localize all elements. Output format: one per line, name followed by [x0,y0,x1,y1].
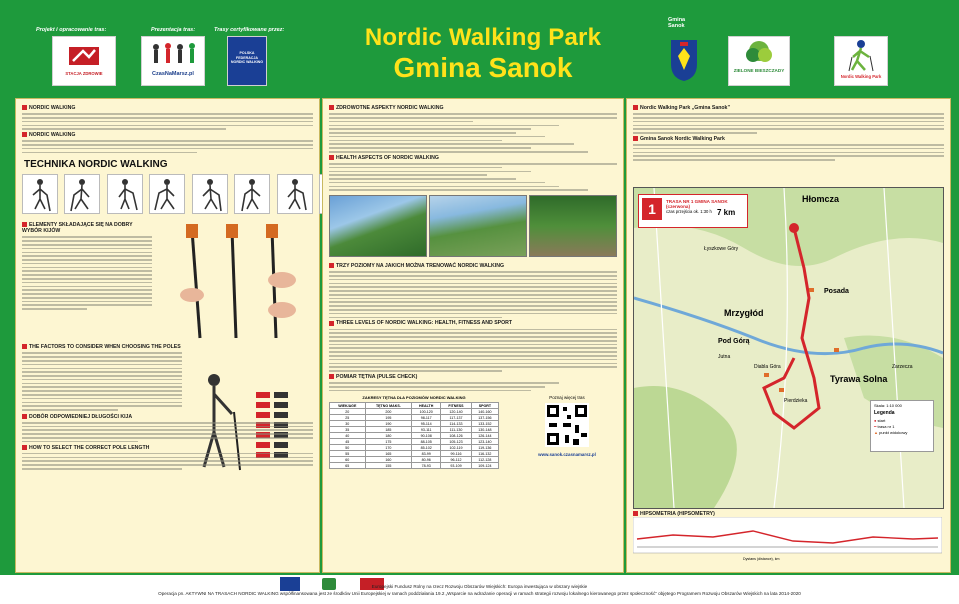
photo-park [429,195,527,257]
pulse-table-cell: 111-130 [441,427,472,433]
pulse-table-cell: 117-137 [441,415,472,421]
tree-icon [729,37,789,67]
heading-health: HEALTH ASPECTS OF NORDIC WALKING [329,155,617,161]
logo1-label: STACJA ZDROWIE [65,71,103,76]
pulse-table-cell: 95-114 [412,421,441,427]
pulse-table-cell: 60 [330,457,366,463]
text-block-health [329,163,617,191]
pulse-table-cell: 109-124 [471,463,498,469]
text-block-park-en [633,144,944,161]
pulse-table-cell: 105-123 [441,439,472,445]
pulse-table-cell: 200 [365,409,412,415]
bullet-square-icon [329,105,334,110]
pulse-table-cell: 170 [365,445,412,451]
bullet-square-icon [633,511,638,516]
logo3-label: POLSKA FEDERACJA NORDIC WALKING [230,51,264,65]
pulse-table-cell: 155 [365,463,412,469]
pulse-section [329,395,617,475]
logo-stacja-zdrowie [52,36,116,86]
technique-figures [22,174,313,214]
pulse-table-cell: 185 [365,427,412,433]
photo-strip [329,195,617,257]
gmina-label: Gmina Sanok [668,17,686,29]
footer-eu-line: Europejski Fundusz Rolny na rzecz Rozwoju Obszarów Wiejskich: Europa inwestująca w obszary wiejskie [371,584,588,589]
text-block-factors [22,352,182,410]
bullet-square-icon [22,344,27,349]
page-title-line1: Nordic Walking Park [364,24,602,51]
pulse-table-cell: 98-117 [412,415,441,421]
technique-figure-6 [234,174,270,214]
pulse-table-cell: 25 [330,415,366,421]
header [8,0,951,94]
text-block-three [329,329,617,372]
technique-figure-3 [107,174,143,214]
pulse-table-cell: 165 [365,451,412,457]
pulse-table-cell: 35 [330,427,366,433]
technique-figure-7 [277,174,313,214]
trail-map[interactable] [633,187,944,509]
hypsometry-chart [633,517,942,559]
caption-certified: Trasy certyfikowane przez: [214,27,285,33]
text-block-dobor [22,422,313,443]
bullet-square-icon [22,414,27,419]
pulse-table-cell: 190 [365,421,412,427]
pulse-table-cell: 102-119 [441,445,472,451]
heading-park-en: Gmina Sanok Nordic Walking Park [633,136,944,142]
heading-technika: TECHNIKA NORDIC WALKING [24,159,168,171]
column-health [322,98,624,573]
place-label: Posada [824,288,849,295]
page-title-line2: Gmina Sanok [393,52,573,83]
heading-nordic-walking-en: NORDIC WALKING [22,132,313,138]
heading-trzy: TRZY POZIOMY NA JAKICH MOŻNA TRENOWAĆ NORDIC WALKING [329,263,617,269]
column-technique [15,98,320,573]
place-label: Łyszkowe Góry [704,246,739,252]
pulse-table-cell: 137-156 [471,415,498,421]
legend-title: Legenda [874,410,895,416]
nordic-walker-icon [835,37,887,73]
bullet-square-icon [22,445,27,450]
bullet-square-icon [329,374,334,379]
qr-block [519,395,615,457]
technique-figure-1 [22,174,58,214]
technique-figure-2 [64,174,100,214]
poles-illustration [172,220,312,340]
pulse-table-cell: 108-126 [441,433,472,439]
bullet-square-icon [22,222,27,227]
hipso-axis-label: Dystans (distance), km [743,557,780,561]
pulse-table-cell: 160 [365,457,412,463]
text-block-zdrowotne [329,113,617,152]
pulse-table-cell: 133-152 [471,421,498,427]
pulse-table-title: ZAKRESY TĘTNA DLA POZIOMÓW NORDIC WALKING [362,395,466,401]
text-block-park [633,113,944,134]
route-card [638,194,748,228]
logo-pfnw [227,36,267,86]
caption-project: Projekt i opracowanie tras: [36,27,107,33]
technique-figure-4 [149,174,185,214]
photo-forest [529,195,617,257]
pulse-table-cell: 126-144 [471,433,498,439]
pulse-table-cell: 80-96 [412,457,441,463]
heading-nordic-walking: NORDIC WALKING [22,105,313,111]
logo-nw-park [834,36,888,86]
pulse-table-cell: 93-109 [441,463,472,469]
logo-zielone-label: ZIELONE BIESZCZADY [733,68,785,73]
legend-item: ▲ punkt widokowy [874,430,908,435]
place-label: Hłomcza [802,194,840,204]
bullet-square-icon [633,105,638,110]
heading-three: THREE LEVELS OF NORDIC WALKING: HEALTH, FITNESS AND SPORT [329,320,617,326]
bullet-square-icon [329,321,334,326]
heading-select: HOW TO SELECT THE CORRECT POLE LENGTH [22,445,313,451]
heading-pomiar: POMIAR TĘTNA (PULSE CHECK) [329,374,617,380]
place-label: Pod Górą [718,338,750,345]
route-name: TRASA NR 1 GMINA SANOK (czerwona) [666,199,728,209]
bullet-square-icon [633,136,638,141]
pulse-table-cell: 93-111 [412,427,441,433]
technique-figure-5 [192,174,228,214]
pulse-table-cell: 99-116 [441,451,472,457]
pulse-table-cell: 195 [365,415,412,421]
pulse-table-cell: 83-99 [412,451,441,457]
pulse-table-cell: 65 [330,463,366,469]
place-label: Mrzygłód [724,308,764,318]
text-block-elementy [22,236,152,309]
legend-item: ● start [874,418,886,423]
pulse-table-cell: 100-120 [412,409,441,415]
pulse-table-cell: 123-140 [471,439,498,445]
pole-icon [186,224,278,338]
pulse-table-header-cell: WIEK/AGE [330,403,366,409]
logo-czasnamarsz [141,36,205,86]
logo-zielone-bieszczady [728,36,790,86]
poznaj-label: Poznaj więcej tras [549,395,585,401]
place-label: Pierdzieka [784,398,808,404]
map-scale: Skala: 1:10 000 [874,403,902,408]
pulse-table-cell: 130-148 [471,427,498,433]
heading-elementy: ELEMENTY SKŁADAJĄCE SIĘ NA DOBRY WYBÓR KIJÓW [22,222,133,235]
pulse-table-cell: 96-112 [441,457,472,463]
pulse-table [329,402,499,469]
legend-start-icon: ● [874,418,877,423]
text-block-select [22,453,313,470]
heading-factors: THE FACTORS TO CONSIDER WHEN CHOOSING THE POLES [22,344,313,350]
map-legend [870,400,934,452]
caption-presentation: Prezentacja tras: [151,27,196,33]
hypsometry-block [633,511,942,567]
pulse-table-cell: 114-133 [441,421,472,427]
bullet-square-icon [329,263,334,268]
pulse-table-cell: 40 [330,433,366,439]
start-marker-icon [789,223,799,233]
pulse-table-cell: 119-136 [471,445,498,451]
bullet-square-icon [22,132,27,137]
pulse-table-cell: 30 [330,421,366,427]
text-block-pomiar [329,382,617,391]
qr-code-icon[interactable] [545,403,589,447]
logo-nwpark-label: Nordic Walking Park [840,74,882,79]
pulse-table-row [330,463,499,469]
place-label: Diabla Góra [754,364,781,370]
pulse-table-header-cell: TĘTNO MAKS. [365,403,412,409]
place-label: Zarzecza [892,364,913,370]
heading-zdrowotne: ZDROWOTNE ASPEKTY NORDIC WALKING [329,105,617,111]
pulse-table-cell: 85-102 [412,445,441,451]
pulse-table-cell: 55 [330,451,366,457]
pulse-table-cell: 175 [365,439,412,445]
heading-dobor: DOBÓR ODPOWIEDNIEJ DŁUGOŚCI KIJA [22,414,313,420]
stacja-zdrowie-icon [53,37,115,85]
legend-item: ━ trasa nr 1 [874,424,895,429]
map-drawing [634,188,943,508]
pulse-table-cell: 90-108 [412,433,441,439]
website-link[interactable]: www.sanok.czasnamarsz.pl [538,452,596,458]
coat-of-arms [669,36,699,82]
text-block-trzy [329,271,617,318]
pulse-table-cell: 116-132 [471,451,498,457]
route-time: czas przejścia ok. 1:30 h [666,209,712,214]
bullet-square-icon [329,155,334,160]
pulse-table-cell: 78-93 [412,463,441,469]
pulse-table-cell: 20 [330,409,366,415]
heading-hipso: HIPSOMETRIA (HIPSOMETRY) [633,511,942,517]
route-length: 7 km [717,208,736,217]
text-block-nordic-en [22,140,313,153]
pulse-table-cell: 88-105 [412,439,441,445]
pole-section [22,220,313,342]
pulse-table-header-cell: FITNESS [441,403,472,409]
pulse-table-cell: 50 [330,445,366,451]
pulse-table-header-cell: HEALTH [412,403,441,409]
pulse-table-cell: 120-140 [441,409,472,415]
pulse-table-cell: 45 [330,439,366,445]
heading-park: Nordic Walking Park „Gmina Sanok” [633,105,944,111]
place-label: Jutna [718,354,731,360]
logo2-label: CzasNaMarsz.pl [152,71,194,77]
pulse-table-header-cell: SPORT [471,403,498,409]
photo-lake [329,195,427,257]
column-map [626,98,951,573]
bullet-square-icon [22,105,27,110]
route-number: 1 [642,198,662,220]
text-block-nordic [22,113,313,130]
pulse-table-cell: 180 [365,433,412,439]
footer-operation-line: Operacja pn. AKTYWNI NA TRASACH NORDIC WALKING współfinansowana jest ze środków Unii Europejskiej w ramach poddziałania 19.2 „Wsparcie na wdrażanie operacji w ramach strategii rozwoju lokalnego kierowanego przez społeczność” objętego Programem Rozwoju Obszarów Wiejskich na lata 2014-2020 [158,591,801,596]
legend-view-icon: ▲ [874,430,878,435]
place-label: Tyrawa Solna [830,374,888,384]
pulse-table-cell: 140-160 [471,409,498,415]
legend-route-icon: ━ [874,424,877,429]
footer [0,575,959,604]
pulse-table-cell: 112-128 [471,457,498,463]
coat-of-arms-icon [669,36,699,82]
